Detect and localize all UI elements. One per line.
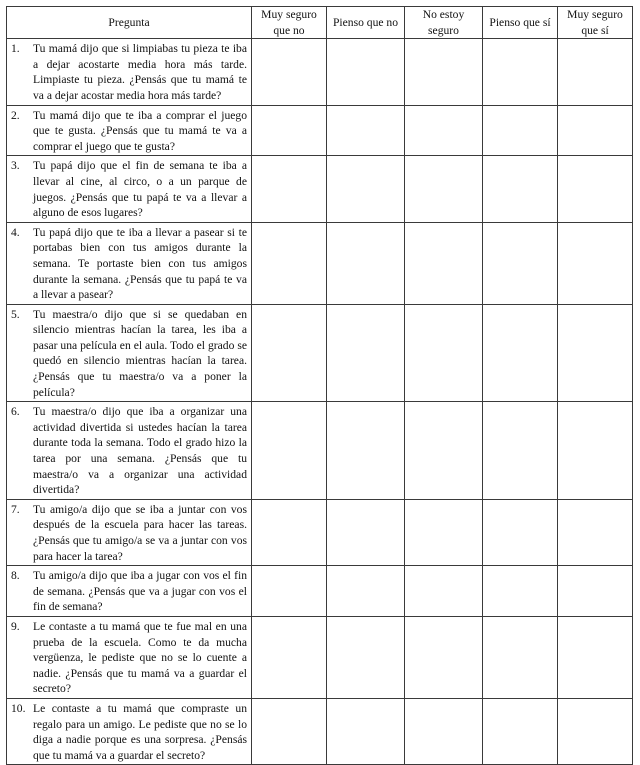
table-row bbox=[7, 222, 633, 304]
answer-cell-pienso-si[interactable] bbox=[483, 402, 558, 500]
answer-cell-muy-seguro-no[interactable] bbox=[252, 566, 327, 617]
answer-cell-muy-seguro-no[interactable] bbox=[252, 105, 327, 156]
answer-cell-pienso-si[interactable] bbox=[483, 39, 558, 105]
table-row bbox=[7, 566, 633, 617]
answer-cell-no-estoy-seguro[interactable] bbox=[405, 698, 483, 764]
question-number: 8. bbox=[11, 569, 20, 583]
table-row bbox=[7, 39, 633, 105]
question-text: Tu amigo/a dijo que iba a jugar con vos el fin de semana. ¿Pensás que va a jugar con vos el fin de semana? bbox=[33, 569, 247, 614]
answer-cell-muy-seguro-no[interactable] bbox=[252, 156, 327, 222]
answer-cell-pienso-si[interactable] bbox=[483, 304, 558, 402]
table-row bbox=[7, 105, 633, 156]
answer-cell-pienso-si[interactable] bbox=[483, 616, 558, 698]
answer-cell-no-estoy-seguro[interactable] bbox=[405, 222, 483, 304]
question-cell bbox=[7, 105, 252, 156]
answer-cell-muy-seguro-si[interactable] bbox=[558, 402, 633, 500]
question-text: Tu papá dijo que te iba a llevar a pasear si te portabas bien con tus amigos durante la semana. Te portaste bien con tus amigos durante la semana. ¿Pensás que tu papá te va a llevar a pasear? bbox=[33, 225, 247, 302]
header-pienso-no: Pienso que no bbox=[327, 7, 405, 39]
answer-cell-muy-seguro-no[interactable] bbox=[252, 698, 327, 764]
question-cell bbox=[7, 304, 252, 402]
question-content bbox=[11, 619, 247, 697]
table-row bbox=[7, 304, 633, 402]
answer-cell-pienso-no[interactable] bbox=[327, 222, 405, 304]
questionnaire-sheet bbox=[6, 6, 632, 765]
question-cell bbox=[7, 402, 252, 500]
answer-cell-muy-seguro-si[interactable] bbox=[558, 39, 633, 105]
answer-cell-no-estoy-seguro[interactable] bbox=[405, 39, 483, 105]
question-number: 7. bbox=[11, 502, 20, 516]
answer-cell-no-estoy-seguro[interactable] bbox=[405, 499, 483, 565]
question-cell bbox=[7, 156, 252, 222]
question-cell bbox=[7, 698, 252, 764]
question-text: Tu mamá dijo que si limpiabas tu pieza te iba a dejar acostarte media hora más tarde. Limpiaste tu pieza. ¿Pensás que tu mamá te va a dejar acostar media hora más tarde? bbox=[33, 42, 247, 102]
question-content bbox=[11, 502, 247, 564]
answer-cell-pienso-si[interactable] bbox=[483, 156, 558, 222]
answer-cell-muy-seguro-no[interactable] bbox=[252, 222, 327, 304]
answer-cell-no-estoy-seguro[interactable] bbox=[405, 105, 483, 156]
table-row bbox=[7, 616, 633, 698]
question-cell bbox=[7, 39, 252, 105]
question-cell bbox=[7, 566, 252, 617]
question-text: Tu maestra/o dijo que iba a organizar una actividad divertida si ustedes hacían la tarea durante toda la semana. Todo el grado hizo la tarea por una semana. ¿Pensás que tu maestra/o va a organizar una actividad divertida? bbox=[33, 405, 247, 497]
header-pienso-si: Pienso que sí bbox=[483, 7, 558, 39]
question-text: Tu maestra/o dijo que si se quedaban en silencio mientras hacían la tarea, les iba a pasar una película en el aula. Todo el grado se quedó en silencio mientras hacían la tarea. ¿Pensás que tu maestra/o va a poner la película? bbox=[33, 307, 247, 399]
question-text: Tu mamá dijo que te iba a comprar el juego que te gusta. ¿Pensás que tu mamá te va a comprar el juego que te gusta? bbox=[33, 108, 247, 153]
answer-cell-pienso-no[interactable] bbox=[327, 616, 405, 698]
question-number: 9. bbox=[11, 619, 20, 633]
question-number: 10. bbox=[11, 701, 26, 715]
questionnaire-table bbox=[6, 6, 633, 765]
answer-cell-pienso-si[interactable] bbox=[483, 105, 558, 156]
answer-cell-muy-seguro-si[interactable] bbox=[558, 499, 633, 565]
answer-cell-pienso-si[interactable] bbox=[483, 499, 558, 565]
question-number: 3. bbox=[11, 159, 20, 173]
question-text: Le contaste a tu mamá que compraste un regalo para un amigo. Le pediste que no se lo diga a nadie porque es una sorpresa. ¿Pensás que tu mamá va a guardar el secreto? bbox=[33, 701, 247, 762]
answer-cell-pienso-si[interactable] bbox=[483, 222, 558, 304]
answer-cell-pienso-no[interactable] bbox=[327, 499, 405, 565]
question-content bbox=[11, 404, 247, 498]
question-number: 5. bbox=[11, 307, 20, 321]
question-content bbox=[11, 568, 247, 615]
question-content bbox=[11, 225, 247, 303]
table-row bbox=[7, 698, 633, 764]
answer-cell-muy-seguro-no[interactable] bbox=[252, 499, 327, 565]
header-pregunta: Pregunta bbox=[7, 7, 252, 39]
answer-cell-pienso-no[interactable] bbox=[327, 698, 405, 764]
answer-cell-muy-seguro-si[interactable] bbox=[558, 156, 633, 222]
answer-cell-muy-seguro-no[interactable] bbox=[252, 39, 327, 105]
answer-cell-pienso-no[interactable] bbox=[327, 304, 405, 402]
header-muy-seguro-si: Muy seguro que sí bbox=[558, 7, 633, 39]
question-number: 2. bbox=[11, 108, 20, 122]
answer-cell-muy-seguro-no[interactable] bbox=[252, 304, 327, 402]
header-row bbox=[7, 7, 633, 39]
answer-cell-muy-seguro-si[interactable] bbox=[558, 616, 633, 698]
answer-cell-muy-seguro-no[interactable] bbox=[252, 402, 327, 500]
answer-cell-muy-seguro-si[interactable] bbox=[558, 105, 633, 156]
question-content bbox=[11, 41, 247, 103]
answer-cell-muy-seguro-si[interactable] bbox=[558, 304, 633, 402]
answer-cell-pienso-no[interactable] bbox=[327, 156, 405, 222]
table-row bbox=[7, 402, 633, 500]
question-content bbox=[11, 108, 247, 155]
answer-cell-no-estoy-seguro[interactable] bbox=[405, 156, 483, 222]
answer-cell-pienso-no[interactable] bbox=[327, 39, 405, 105]
answer-cell-pienso-no[interactable] bbox=[327, 566, 405, 617]
answer-cell-pienso-no[interactable] bbox=[327, 105, 405, 156]
answer-cell-no-estoy-seguro[interactable] bbox=[405, 566, 483, 617]
question-number: 6. bbox=[11, 405, 20, 419]
question-content bbox=[11, 158, 247, 220]
answer-cell-no-estoy-seguro[interactable] bbox=[405, 616, 483, 698]
header-muy-seguro-no: Muy seguro que no bbox=[252, 7, 327, 39]
question-number: 1. bbox=[11, 42, 20, 56]
question-content bbox=[11, 701, 247, 763]
question-content bbox=[11, 307, 247, 401]
question-text: Tu papá dijo que el fin de semana te iba a llevar al cine, al circo, o a un parque de juegos. ¿Pensás que tu papá te va a llevar a alguno de esos lugares? bbox=[33, 159, 247, 220]
answer-cell-muy-seguro-no[interactable] bbox=[252, 616, 327, 698]
question-cell bbox=[7, 616, 252, 698]
question-number: 4. bbox=[11, 225, 20, 239]
table-row bbox=[7, 156, 633, 222]
question-text: Tu amigo/a dijo que se iba a juntar con vos después de la escuela para hacer las tareas. ¿Pensás que tu amigo/a se va a juntar con vos para hacer la tarea? bbox=[33, 502, 247, 563]
question-cell bbox=[7, 499, 252, 565]
question-text: Le contaste a tu mamá que te fue mal en una prueba de la escuela. Como te da mucha vergüenza, le pediste que no se lo cuente a nadie. ¿Pensás que tu mamá va a guardar el secreto? bbox=[33, 619, 247, 696]
answer-cell-pienso-si[interactable] bbox=[483, 698, 558, 764]
answer-cell-no-estoy-seguro[interactable] bbox=[405, 402, 483, 500]
answer-cell-muy-seguro-si[interactable] bbox=[558, 222, 633, 304]
answer-cell-pienso-no[interactable] bbox=[327, 402, 405, 500]
answer-cell-pienso-si[interactable] bbox=[483, 566, 558, 617]
header-no-estoy-seguro: No estoy seguro bbox=[405, 7, 483, 39]
question-cell bbox=[7, 222, 252, 304]
answer-cell-muy-seguro-si[interactable] bbox=[558, 698, 633, 764]
table-row bbox=[7, 499, 633, 565]
answer-cell-no-estoy-seguro[interactable] bbox=[405, 304, 483, 402]
answer-cell-muy-seguro-si[interactable] bbox=[558, 566, 633, 617]
